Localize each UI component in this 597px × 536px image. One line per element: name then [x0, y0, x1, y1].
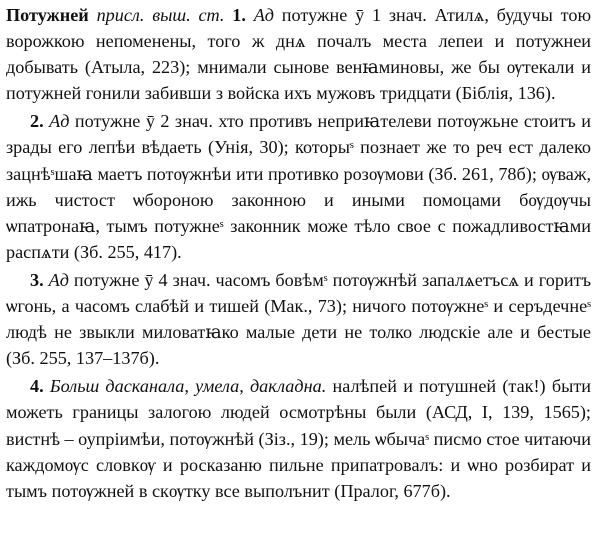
entry-text: налѣпей и потушней (так!) быти можеть границы залогою людей осмотрѣны были (АСД, I, 139, 1565); вистнѣ – оупріимѣи, потѹжнѣй (Зіз., 19); мель ѡбычаˢ писмо стое читаючи каждомѹс словкѹ и росказаню пильне припатровалъ: и ѡно розбират и тымъ потѹжней в скѹтку все выполънит (Пралог, 677б). [6, 376, 592, 501]
sense-number: 1. [232, 5, 246, 25]
entry-text: потужне ӯ 1 знач. Атилѧ, будучы тою ворожкою непоменены, того ж днѧ почалъ места лепеи и потужнеи добывать (Атыла, 223); мнимали сынове венꙗминовы, же бы ѹтекали и потужней гонили забивши з войска ихъ мужовъ тридцати (Біблія, 136). [6, 5, 592, 104]
sense-number: 3. [30, 269, 44, 290]
sense-gloss: Ад [253, 5, 274, 25]
sense-number: 4. [30, 376, 44, 397]
entry-text: потужне ӯ 4 знач. часомъ бовѣмˢ потѹжнѣй запалѧетъсѧ и горитъ ѡгонь, а часомъ слабѣй и тишей (Мак., 73); ничого потѹжнеˢ и серъдечнеˢ людѣ не звыкли миловатꙗко малые дети не толко людскіе але и бестые (Зб. 255, 137–137б). [6, 269, 591, 369]
headword: Потужней [6, 5, 89, 25]
entry-sense-1 [6, 2, 591, 106]
grammar-label: присл. выш. ст. [96, 5, 225, 25]
sense-gloss: Ад [48, 269, 69, 290]
entry-sense-3 [6, 267, 591, 371]
entry-sense-4 [6, 373, 591, 503]
entry-sense-2 [6, 108, 591, 265]
sense-gloss: Больш дасканала, умела, дакладна. [49, 376, 327, 397]
entry-text: потужне ӯ 2 знач. хто противъ неприꙗтелеви потѹжьне стоитъ и зрады его лепѣи вѣдаеть (Унія, 30); которыˢ познает же то реч ест далеко зацнѣˢшаꙗ маетъ потѹжнѣи ити противко розѹмови (Зб. 261, 78б); ѹваж, ижь чистост ѡбороною законною и иными помоцами бѹдѹчы ѡпатронаꙗ, тымъ потужнеˢ законник може тѣло свое с пожадливостꙗми распѧти (Зб. 255, 417). [6, 111, 592, 262]
sense-gloss: Ад [49, 111, 70, 132]
sense-number: 2. [30, 111, 44, 132]
